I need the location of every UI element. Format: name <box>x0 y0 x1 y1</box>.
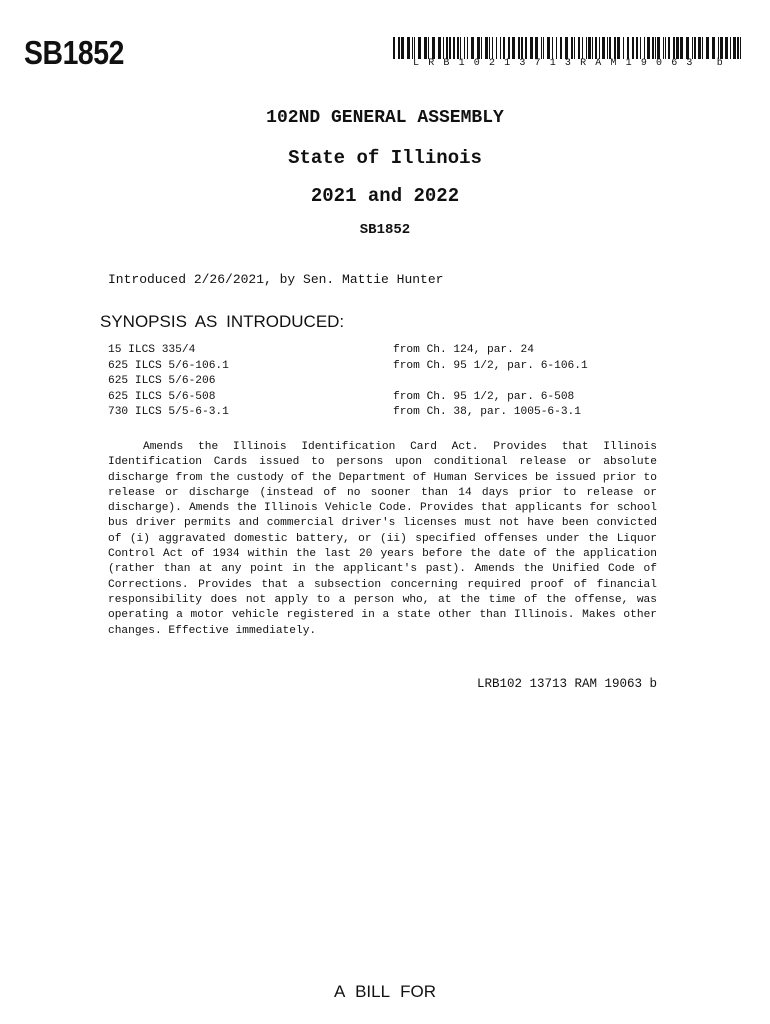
citation-row <box>108 374 668 390</box>
citation-source: from Ch. 38, par. 1005-6-3.1 <box>393 406 581 419</box>
citation-ilcs: 625 ILCS 5/6-206 <box>108 375 216 388</box>
citation-list <box>108 343 668 421</box>
barcode-image <box>393 37 741 59</box>
session-years: 2021 and 2022 <box>310 185 460 207</box>
synopsis-paragraph: Amends the Illinois Identification Card Act. Provides that Illinois Identification Cards issued to persons upon conditional release or absolute discharge from the custody of the Department of Human Services be issued prior to release or discharge (instead of no sooner than 14 days prior to release or discharge). Amends the Illinois Vehicle Code. Provides that applicants for school bus driver permits and commercial driver's licenses must not have been convicted of (i) aggravated domestic battery, or (ii) specified offenses under the Liquor Control Act of 1934 within the last 20 years before the date of the application (rather than at any point in the applicant's past). Amends the Unified Code of Corrections. Provides that a subsection concerning required proof of financial responsibility does not apply to a person who, at the time of the offense, was operating a motor vehicle registered in a state other than Illinois. Makes other changes. Effective immediately. <box>108 441 657 637</box>
citation-source: from Ch. 124, par. 24 <box>393 344 534 356</box>
citation-row <box>108 405 668 421</box>
citation-ilcs: 625 ILCS 5/6-106.1 <box>108 359 229 372</box>
bill-number: SB1852 <box>359 222 411 238</box>
assembly-title: 102ND GENERAL ASSEMBLY <box>266 108 504 128</box>
barcode-caption: L R B 1 0 2 1 3 7 1 3 R A M 1 9 0 6 3 b <box>413 58 723 69</box>
introduced-line: Introduced 2/26/2021, by Sen. Mattie Hunter <box>108 272 444 287</box>
citation-source: from Ch. 95 1/2, par. 6-106.1 <box>393 359 588 372</box>
state-title: State of Illinois <box>288 147 482 169</box>
citation-row <box>108 359 668 375</box>
citation-row <box>108 343 668 359</box>
lrb-reference: LRB102 13713 RAM 19063 b <box>476 677 657 691</box>
citation-ilcs: 730 ILCS 5/5-6-3.1 <box>108 406 229 419</box>
synopsis-heading: SYNOPSIS AS INTRODUCED: <box>100 312 345 331</box>
bill-for-heading: A BILL FOR <box>333 982 437 1001</box>
citation-ilcs: 625 ILCS 5/6-508 <box>108 390 216 403</box>
citation-ilcs: 15 ILCS 335/4 <box>108 344 196 356</box>
bill-number-header: SB1852 <box>24 34 124 71</box>
citation-source: from Ch. 95 1/2, par. 6-508 <box>393 390 575 403</box>
citation-row <box>108 390 668 406</box>
